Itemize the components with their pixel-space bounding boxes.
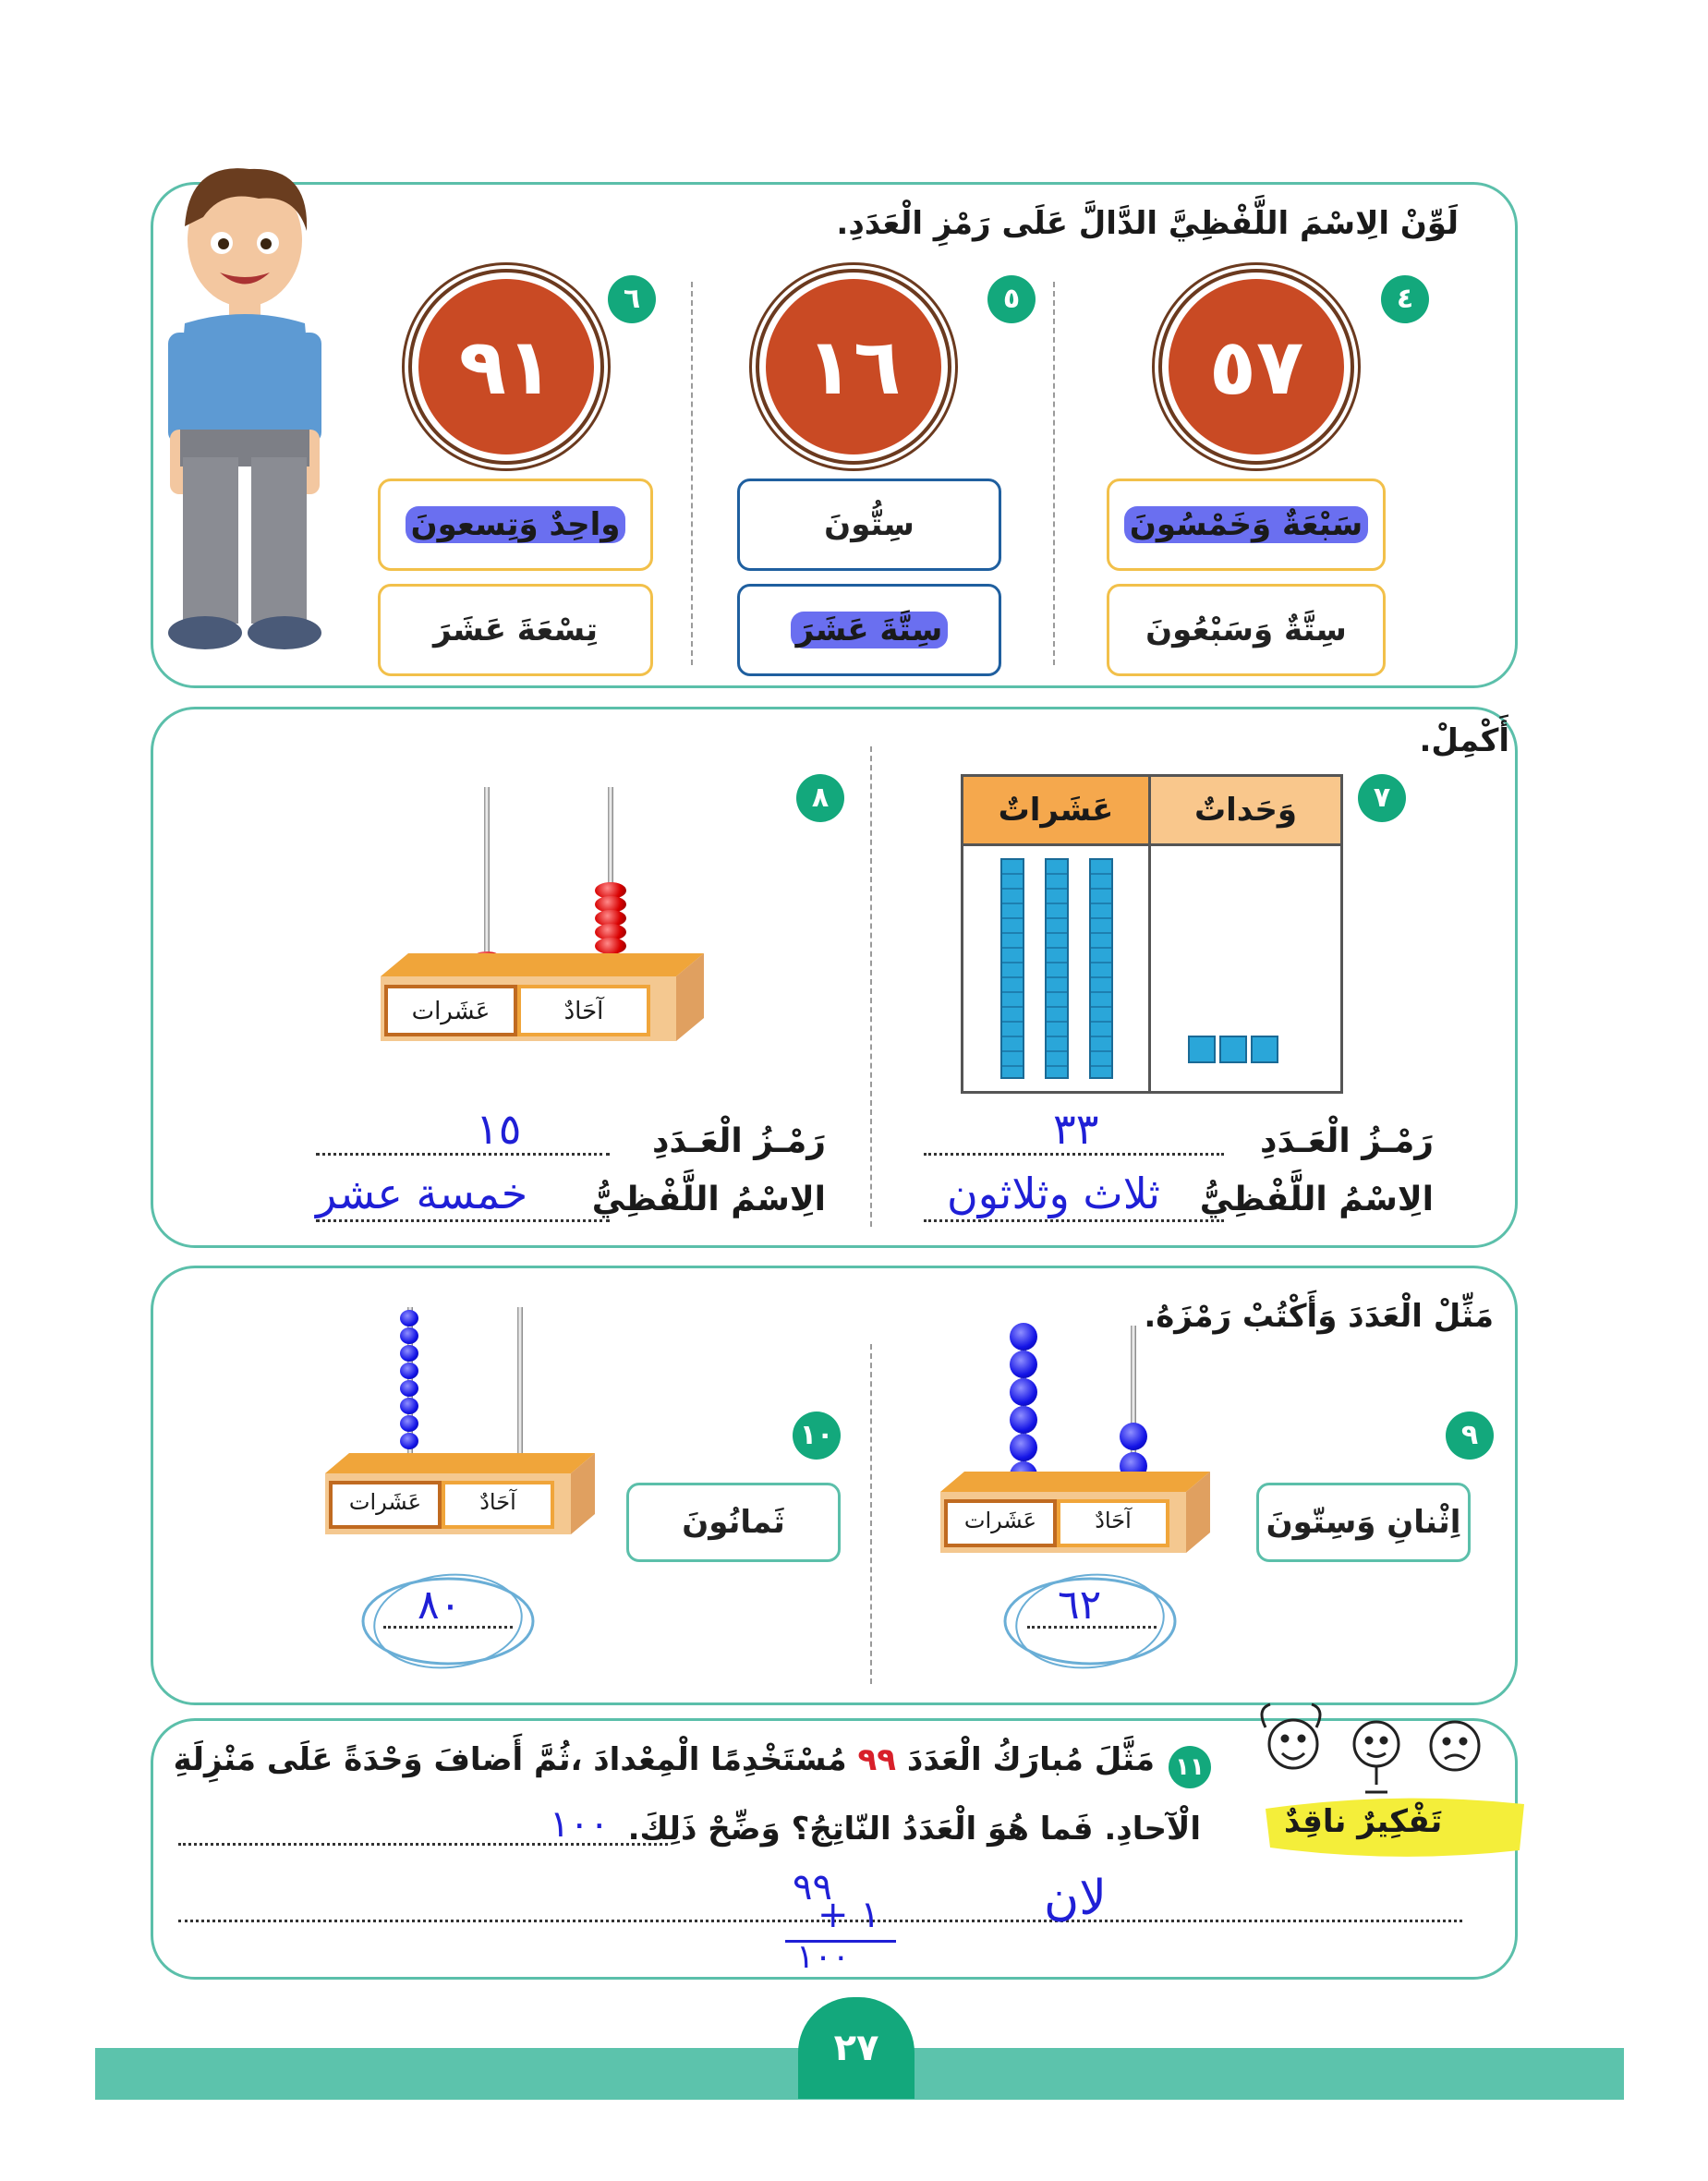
item11-line1-number: ٩٩ [857,1741,897,1778]
boy-illustration [148,152,342,670]
abacus10-tens-bead-6 [400,1398,418,1414]
item5-badge: ٥ [987,275,1036,323]
item8-answer-name: خمسة عشر [316,1169,528,1218]
item8-name-label: الِاسْمُ اللَّفْظِيُّ [591,1181,826,1218]
item5-number-circle: ١٦ [766,279,941,454]
item4-option1[interactable] [1107,479,1386,571]
abacus10-tens-bead-1 [400,1310,418,1327]
abacus10-tens-bead-7 [400,1415,418,1432]
item11-answer: ١٠٠ [550,1803,610,1846]
section3-divider [870,1344,872,1684]
item7-answer-symbol: ٣٣ [1053,1104,1099,1154]
item8-symbol-line[interactable] [316,1153,610,1156]
section1-divider-right [1053,282,1055,665]
item4-number-circle: ٥٧ [1169,279,1344,454]
item6-number-circle: ٩١ [418,279,594,454]
section1-instruction: لَوِّنْ الِاسْمَ اللَّفْظِيَّ الدَّالَّ عَلَى رَمْزِ الْعَدَدِ. [836,205,1459,242]
item6-option2[interactable]: تِسْعَةَ عَشَرَ [378,584,653,676]
item10-word-box: ثَمانُونَ [626,1483,841,1562]
abacus8-ones-bead-5 [595,938,626,954]
item6-option1[interactable] [378,479,653,571]
item11-line1-b: مُسْتَخْدِمًا الْمِعْدادَ ،ثُمَّ أَضافَ وَحْدَةً عَلَى مَنْزِلَةِ [173,1741,847,1778]
item11-question-line1 [174,1741,1155,1778]
abacus8-tens-rod [484,787,490,963]
item5-option1[interactable]: سِتُّونَ [737,479,1001,571]
item7-name-line[interactable] [924,1219,1224,1222]
item9-answer: ٦٢ [1058,1581,1102,1629]
place-value-table [961,774,1343,1094]
abacus9-tens-bead-5 [1010,1434,1037,1461]
table-column-divider [1148,843,1151,1091]
abacus9-tens-bead-3 [1010,1378,1037,1406]
item9-badge: ٩ [1446,1412,1494,1460]
abacus9-ones-bead-1 [1120,1423,1147,1450]
page-number: ٢٧ [798,1997,915,2099]
critical-thinking-label: تَفْكِيرٌ ناقِدٌ [1284,1803,1443,1840]
table-header-units-text: وَحَداتٌ [1193,792,1298,829]
abacus10-ones-label: آحَادٌ [479,1489,516,1515]
thinking-faces-icon [1238,1700,1496,1801]
unit-cube-2 [1219,1036,1247,1063]
item11-badge: ١١ [1169,1746,1211,1788]
tens-rod-3 [1089,858,1113,1079]
item9-word-box: اِثْنانِ وَسِتّونَ [1256,1483,1471,1562]
section3-instruction: مَثِّلْ الْعَدَدَ وَأَكْتُبْ رَمْزَهُ. [1144,1298,1494,1335]
abacus8-ones-label: آحَادٌ [563,998,604,1025]
unit-cube-3 [1251,1036,1278,1063]
abacus10-tens-bead-4 [400,1363,418,1379]
item11-calc-add: + ١ [818,1894,880,1936]
item4-option2[interactable]: سِتَّةٌ وَسَبْعُونَ [1107,584,1386,676]
abacus10-tens-bead-2 [400,1327,418,1344]
item7-symbol-label: رَمْـزُ الْعَـدَدِ [1260,1122,1434,1160]
tens-rod-1 [1000,858,1024,1079]
abacus8-tens-label: عَشَرات [411,998,491,1025]
abacus10-tens-bead-5 [400,1380,418,1397]
item8-answer-symbol: ١٥ [476,1104,522,1154]
item11-question-line2: الْآحادِ. فَما هُوَ الْعَدَدُ النّاتِجُ؟ وَضِّحْ ذَلِكَ. [627,1811,1201,1848]
item10-badge: ١٠ [793,1412,841,1460]
tens-rod-2 [1045,858,1069,1079]
item5-option2-text: سِتَّةَ عَشَرَ [791,612,949,648]
item8-symbol-label: رَمْـزُ الْعَـدَدِ [652,1122,826,1160]
table-header-units [1151,777,1340,846]
abacus9-tens-bead-2 [1010,1351,1037,1378]
item11-reason-word: لان [1044,1871,1107,1926]
item6-option1-text: واحِدٌ وَتِسعونَ [406,506,626,543]
section2-divider [870,746,872,1227]
item11-line1-a: مَثَّلَ مُبارَكُ الْعَدَدَ [906,1741,1155,1778]
abacus9-ones-label: آحَادٌ [1095,1508,1132,1533]
item10-answer: ٨٠ [418,1581,462,1629]
item4-badge: ٤ [1381,275,1429,323]
item5-option2[interactable] [737,584,1001,676]
item4-option1-text: سَبْعَةٌ وَخَمْسُونَ [1124,506,1368,543]
item7-answer-name: ثلاث وثلاثون [947,1169,1160,1218]
table-header-tens [963,777,1151,846]
unit-cube-1 [1188,1036,1216,1063]
section2-instruction: أَكْمِلْ. [1419,722,1509,759]
abacus10-tens-bead-8 [400,1433,418,1449]
abacus10-tens-label: عَشَرات [348,1489,422,1515]
abacus9-tens-label: عَشَرات [963,1508,1037,1533]
table-header-tens-text: عَشَراتٌ [998,792,1114,829]
abacus9-tens-bead-1 [1010,1323,1037,1351]
item7-badge: ٧ [1358,774,1406,822]
section1-divider-left [691,282,693,665]
abacus10-tens-bead-3 [400,1345,418,1362]
item11-calc-top: ٩٩ [793,1866,832,1908]
item8-badge: ٨ [796,774,844,822]
item11-calc-result: ١٠٠ [796,1938,851,1976]
abacus10-ones-rod [517,1307,523,1473]
abacus9-tens-bead-4 [1010,1406,1037,1434]
item7-name-label: الِاسْمُ اللَّفْظِيُّ [1199,1181,1434,1218]
item8-name-line[interactable] [316,1219,610,1222]
item6-badge: ٦ [608,275,656,323]
